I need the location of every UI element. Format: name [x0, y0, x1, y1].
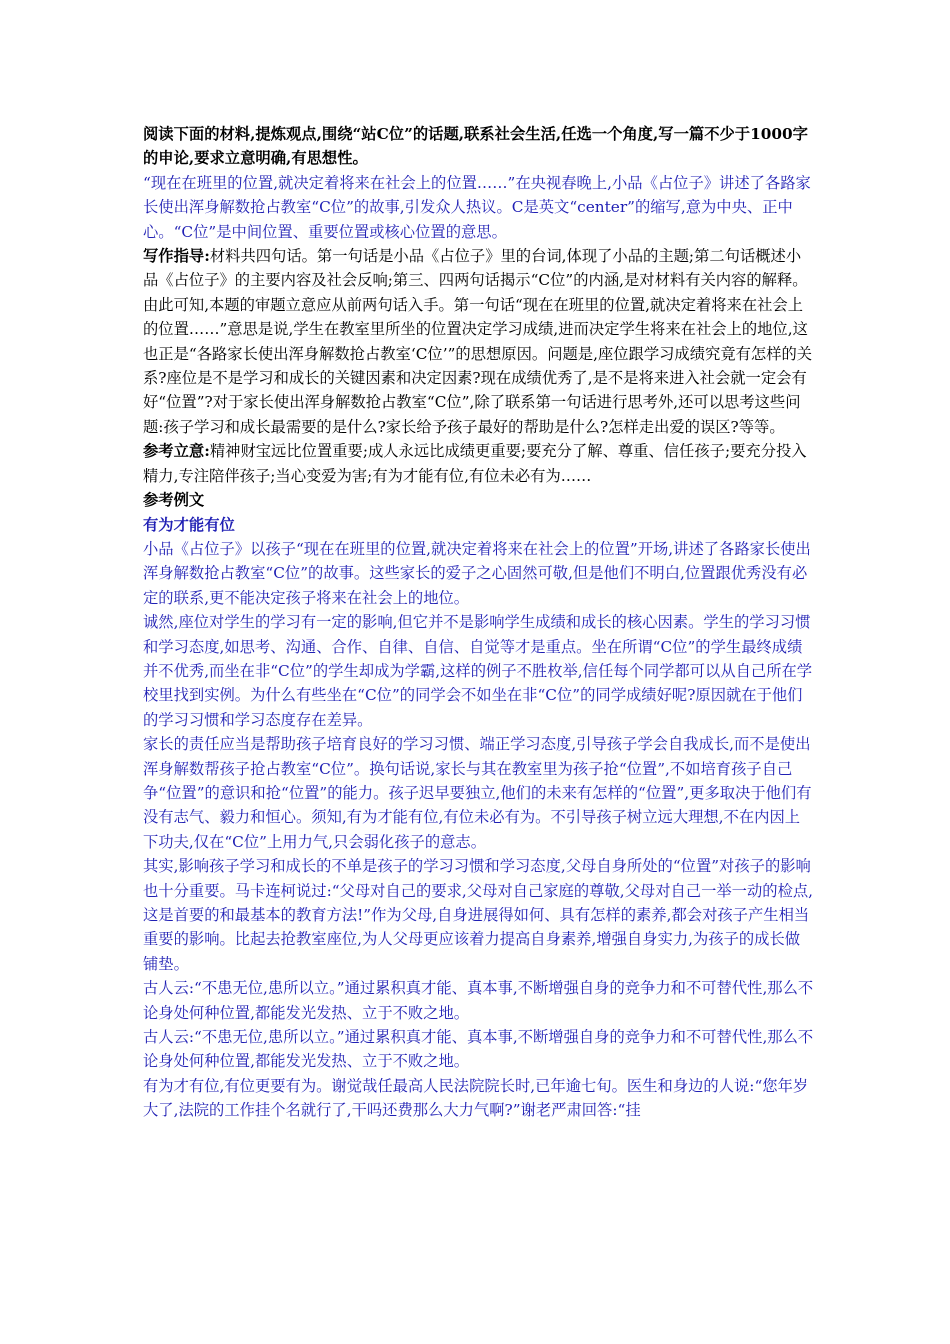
material-paragraph: “现在在班里的位置,就决定着将来在社会上的位置……”在央视春晚上,小品《占位子》讲述了各路家长使出浑身解数抢占教室“C位”的故事,引发众人热议。C是英文“center”的缩写,意为中央、正中心。“C位”是中间位置、重要位置或核心位置的意思。 [143, 173, 811, 241]
essay-title: 有为才能有位 [143, 515, 235, 534]
essay-paragraph: 诚然,座位对学生的学习有一定的影响,但它并不是影响学生成绩和成长的核心因素。学生的学习习惯和学习态度,如思考、沟通、合作、自律、自信、自觉等才是重点。坐在所谓“C位”的学生最终成绩并不优秀,而坐在非“C位”的学生却成为学霸,这样的例子不胜枚举,信任每个同学都可以从自己所在学校里找到实例。为什么有些坐在“C位”的同学会不如坐在非“C位”的同学成绩好呢?原因就在于他们的学习习惯和学习态度存在差异。 [143, 613, 813, 729]
document-page [143, 122, 815, 1123]
guidance-paragraph [143, 244, 815, 439]
sample-heading: 参考例文 [143, 491, 205, 510]
reference-ideas-label: 参考立意: [143, 442, 210, 461]
sample-essay [143, 513, 815, 1123]
essay-paragraph: 其实,影响孩子学习和成长的不单是孩子的学习习惯和学习态度,父母自身所处的“位置”对孩子的影响也十分重要。马卡连柯说过:“父母对自己的要求,父母对自己家庭的尊敬,父母对自己一举一动的检点,这是首要的和最基本的教育方法!”作为父母,自身进展得如何、具有怎样的素养,都会对孩子产生相当重要的影响。比起去抢教室座位,为人父母更应该着力提高自身素养,增强自身实力,为孩子的成长做铺垫。 [143, 857, 814, 973]
essay-paragraph: 小品《占位子》以孩子“现在在班里的位置,就决定着将来在社会上的位置”开场,讲述了各路家长使出浑身解数抢占教室“C位”的故事。这些家长的爱子之心固然可敬,但是他们不明白,位置跟优秀没有必定的联系,更不能决定孩子将来在社会上的地位。 [143, 539, 811, 607]
essay-paragraph: 古人云:“不患无位,患所以立。”通过累积真才能、真本事,不断增强自身的竞争力和不可替代性,那么不论身处何种位置,都能发光发热、立于不败之地。 [143, 1028, 814, 1071]
guidance-text: 材料共四句话。第一句话是小品《占位子》里的台词,体现了小品的主题;第二句话概述小品《占位子》的主要内容及社会反响;第三、四两句话揭示“C位”的内涵,是对材料有关内容的解释。由此可知,本题的审题立意应从前两句话入手。第一句话“现在在班里的位置,就决定着将来在社会上的位置……”意思是说,学生在教室里所坐的位置决定学习成绩,进而决定学生将来在社会上的地位,这也正是“各路家长使出浑身解数抢占教室‘C位’”的思想原因。问题是,座位跟学习成绩究竟有怎样的关系?座位是不是学习和成长的关键因素和决定因素?现在成绩优秀了,是不是将来进入社会就一定会有好“位置”?对于家长使出浑身解数抢占教室“C位”,除了联系第一句话进行思考外,还可以思考这些问题:孩子学习和成长最需要的是什么?家长给予孩子最好的帮助是什么?怎样走出爱的误区?等等。 [143, 247, 813, 436]
prompt-paragraph: 阅读下面的材料,提炼观点,围绕“站C位”的话题,联系社会生活,任选一个角度,写一篇不少于1000字的申论,要求立意明确,有思想性。 [143, 125, 808, 168]
guidance-label: 写作指导: [143, 247, 210, 266]
essay-paragraph: 家长的责任应当是帮助孩子培育良好的学习习惯、端正学习态度,引导孩子学会自我成长,而不是使出浑身解数帮孩子抢占教室“C位”。换句话说,家长与其在教室里为孩子抢“位置”,不如培育孩子自己争“位置”的意识和抢“位置”的能力。孩子迟早要独立,他们的未来有怎样的“位置”,更多取决于他们有没有志气、毅力和恒心。须知,有为才能有位,有位未必有为。不引导孩子树立远大理想,不在内因上下功夫,仅在“C位”上用力气,只会弱化孩子的意志。 [143, 735, 812, 851]
reference-ideas-text: 精神财宝远比位置重要;成人永远比成绩更重要;要充分了解、尊重、信任孩子;要充分投入精力,专注陪伴孩子;当心变爱为害;有为才能有位,有位未必有为…… [143, 442, 807, 485]
essay-paragraph: 有为才有位,有位更要有为。谢觉哉任最高人民法院院长时,已年逾七旬。医生和身边的人说:“您年岁大了,法院的工作挂个名就行了,干吗还费那么大力气啊?”谢老严肃回答:“挂 [143, 1076, 809, 1120]
essay-paragraph: 古人云:“不患无位,患所以立。”通过累积真才能、真本事,不断增强自身的竞争力和不可替代性,那么不论身处何种位置,都能发光发热、立于不败之地。 [143, 979, 814, 1022]
reference-ideas-paragraph [143, 439, 815, 488]
